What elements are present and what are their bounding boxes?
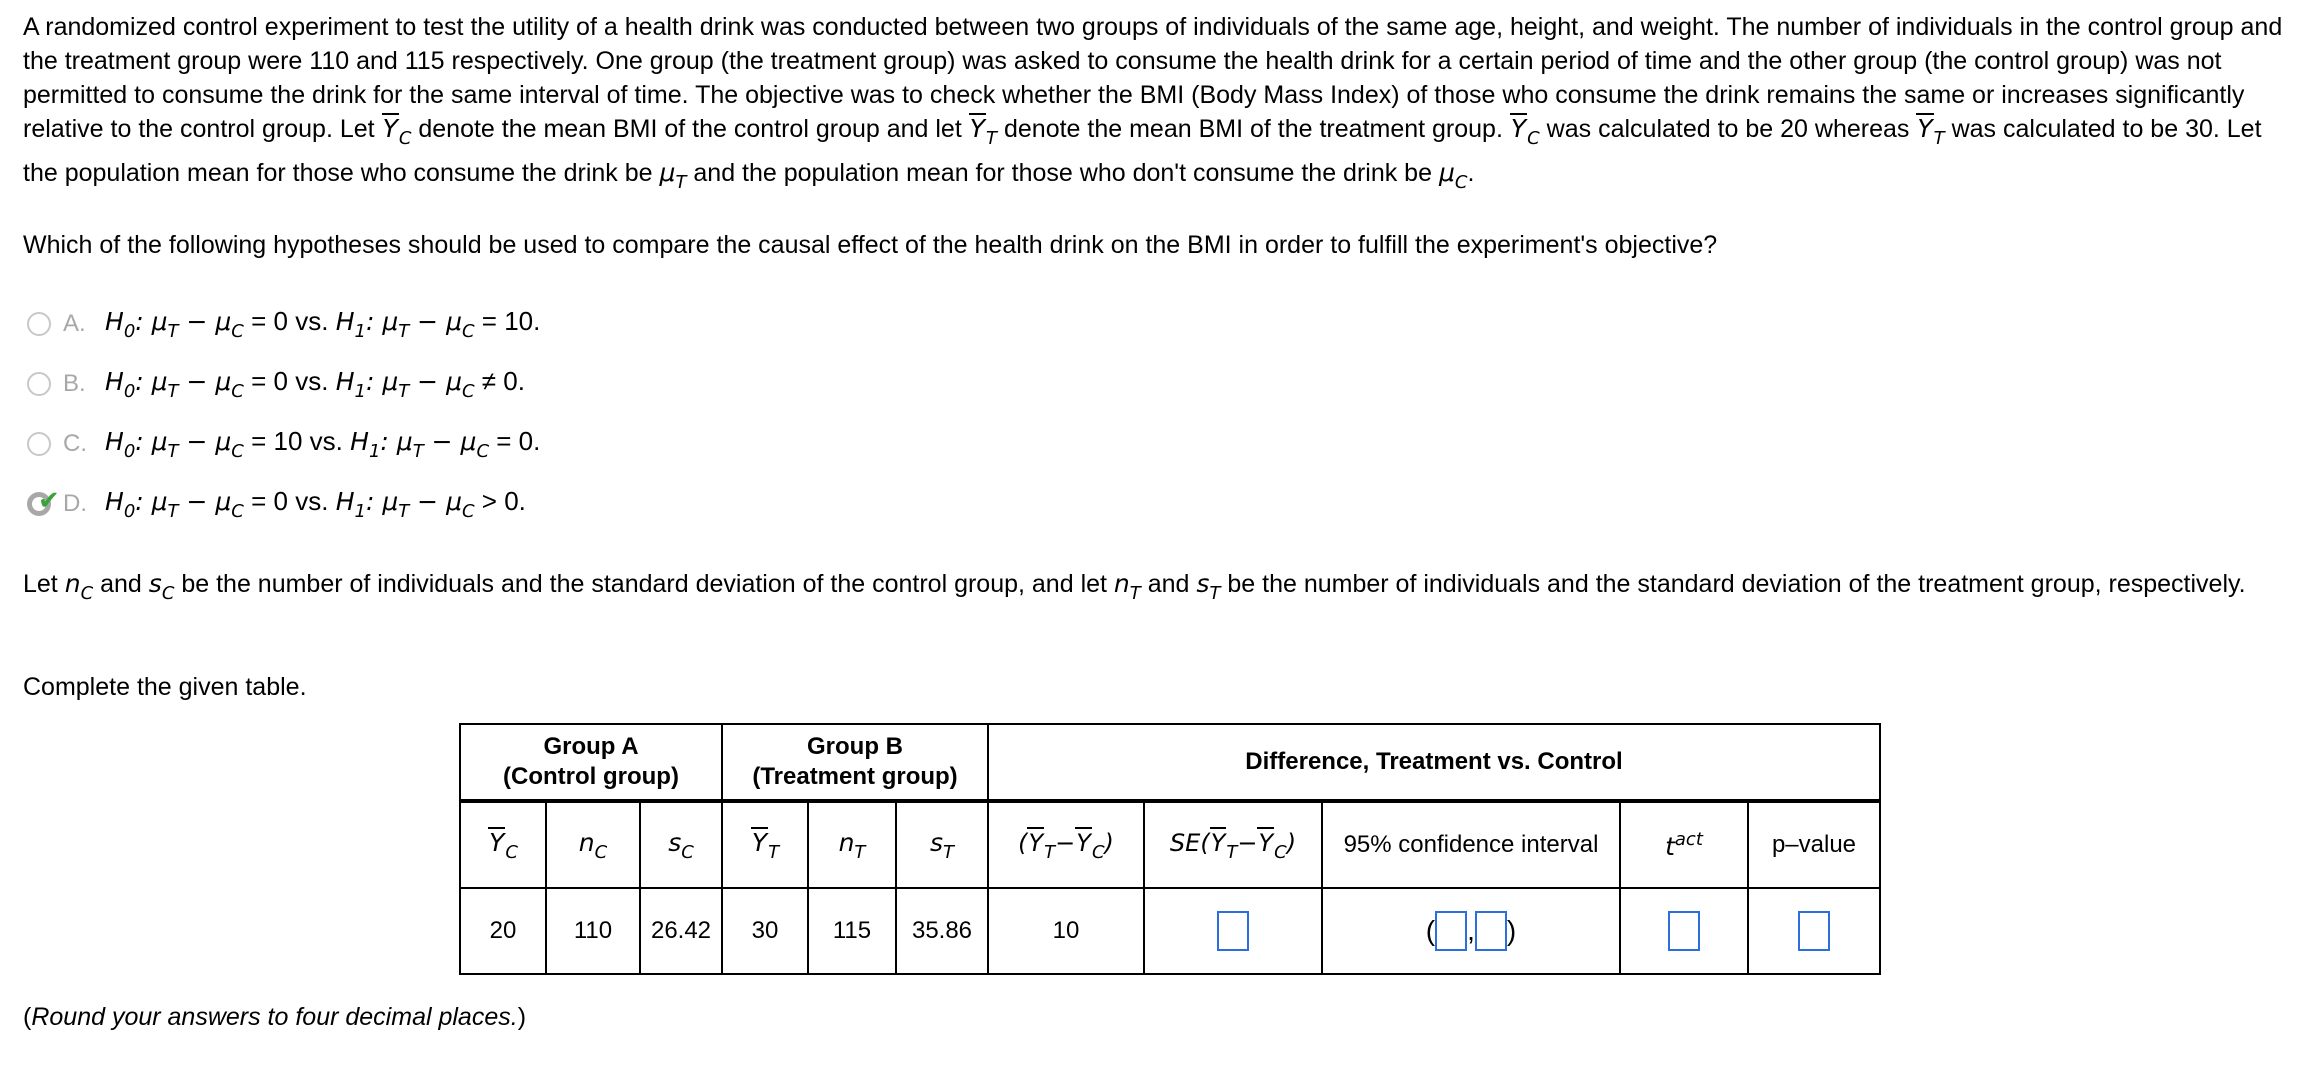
col-header-difference: $(Y_T-Y_C)$ — [988, 801, 1144, 888]
checkmark-icon: ✔ — [38, 485, 60, 515]
col-header-st: $s_T$ — [896, 801, 988, 888]
col-header-se: $SE(Y_T-Y_C)$ — [1144, 801, 1322, 888]
results-table — [459, 723, 1881, 975]
radio-button[interactable] — [27, 432, 51, 456]
group-a-header: Group A (Control group) — [460, 724, 722, 801]
option-b[interactable]: B. $H_0$: $\mu_T - \mu_C = 0$ vs. $H_1$: $\mu_T - \mu_C \ne 0$. — [27, 364, 525, 404]
hypothesis-text: $H_0$: $\mu_T - \mu_C = 0$ vs. $H_1$: $\mu_T - \mu_C \ne 0$. — [105, 366, 525, 402]
cell-yt: 30 — [722, 888, 808, 974]
cell-yc: 20 — [460, 888, 546, 974]
cell-difference: 10 — [988, 888, 1144, 974]
radio-button-selected[interactable] — [27, 485, 60, 516]
col-header-nc: $n_C$ — [546, 801, 640, 888]
col-header-ci: 95% confidence interval — [1322, 801, 1620, 888]
hypothesis-text: $H_0$: $\mu_T - \mu_C = 0$ vs. $H_1$: $\mu_T - \mu_C = 10$. — [105, 306, 541, 342]
col-header-tact: $t^{act}$ — [1620, 801, 1748, 888]
col-header-nt: $n_T$ — [808, 801, 896, 888]
pvalue-answer-input[interactable] — [1798, 911, 1830, 951]
option-c[interactable]: C. $H_0$: $\mu_T - \mu_C = 10$ vs. $H_1$: $\mu_T - \mu_C = 0$. — [27, 424, 540, 464]
cell-ci: ( , ) — [1322, 888, 1620, 974]
definitions-text: Let $n_C$ and $s_C$ be the number of individuals and the standard deviation of the control group, and let $n_T$ and $s_T$ be the number of individuals and the standard deviation of the treatment group, respectively. — [23, 569, 2246, 604]
hypothesis-text: $H_0$: $\mu_T - \mu_C = 10$ vs. $H_1$: $\mu_T - \mu_C = 0$. — [105, 426, 541, 462]
se-answer-input[interactable] — [1217, 911, 1249, 951]
col-header-yc: $Y_C$ — [460, 801, 546, 888]
cell-se — [1144, 888, 1322, 974]
ci-upper-input[interactable] — [1475, 911, 1507, 951]
radio-button[interactable] — [27, 312, 51, 336]
cell-nc: 110 — [546, 888, 640, 974]
instruction-text: Complete the given table. — [23, 673, 307, 701]
col-header-pvalue: p–value — [1748, 801, 1880, 888]
cell-nt: 115 — [808, 888, 896, 974]
rounding-note: (Round your answers to four decimal places.) — [23, 1003, 527, 1031]
option-a[interactable]: A. $H_0$: $\mu_T - \mu_C = 0$ vs. $H_1$: $\mu_T - \mu_C = 10$. — [27, 304, 540, 344]
problem-intro: A randomized control experiment to test the utility of a health drink was conducted between two groups of individuals of the same age, height, and weight. The number of individuals in the control group and the treatment group were 110 and 115 respectively. One group (the treatment group) was asked to consume the health drink for a certain period of time and the other group (the control group) was not permitted to consume the drink for the same interval of time. The objective was to check whether the BMI (Body Mass Index) of those who consume the drink remains the same or increases significantly relative to the control group. Let $Y_C$ denote the mean BMI of the control group and let $Y_T$ denote the mean BMI of the treatment group. $Y_C$ was calculated to be 20 whereas $Y_T$ was calculated to be 30. Let the population mean for those who consume the drink be $\mu_T$ and the population mean for those who don't consume the drink be $\mu_C$. — [23, 13, 2283, 193]
question-text: Which of the following hypotheses should be used to compare the causal effect of the health drink on the BMI in order to fulfill the experiment's objective? — [23, 231, 1718, 259]
cell-st: 35.86 — [896, 888, 988, 974]
ci-lower-input[interactable] — [1435, 911, 1467, 951]
cell-pvalue — [1748, 888, 1880, 974]
tact-answer-input[interactable] — [1668, 911, 1700, 951]
cell-tact — [1620, 888, 1748, 974]
cell-sc: 26.42 — [640, 888, 722, 974]
option-d[interactable]: ✔ D. $H_0$: $\mu_T - \mu_C = 0$ vs. $H_1$: $\mu_T - \mu_C > 0$. — [27, 484, 526, 524]
col-header-sc: $s_C$ — [640, 801, 722, 888]
hypothesis-text: $H_0$: $\mu_T - \mu_C = 0$ vs. $H_1$: $\mu_T - \mu_C > 0$. — [105, 486, 526, 522]
group-b-header: Group B (Treatment group) — [722, 724, 988, 801]
radio-button[interactable] — [27, 372, 51, 396]
difference-header: Difference, Treatment vs. Control — [988, 724, 1880, 801]
col-header-yt: $Y_T$ — [722, 801, 808, 888]
